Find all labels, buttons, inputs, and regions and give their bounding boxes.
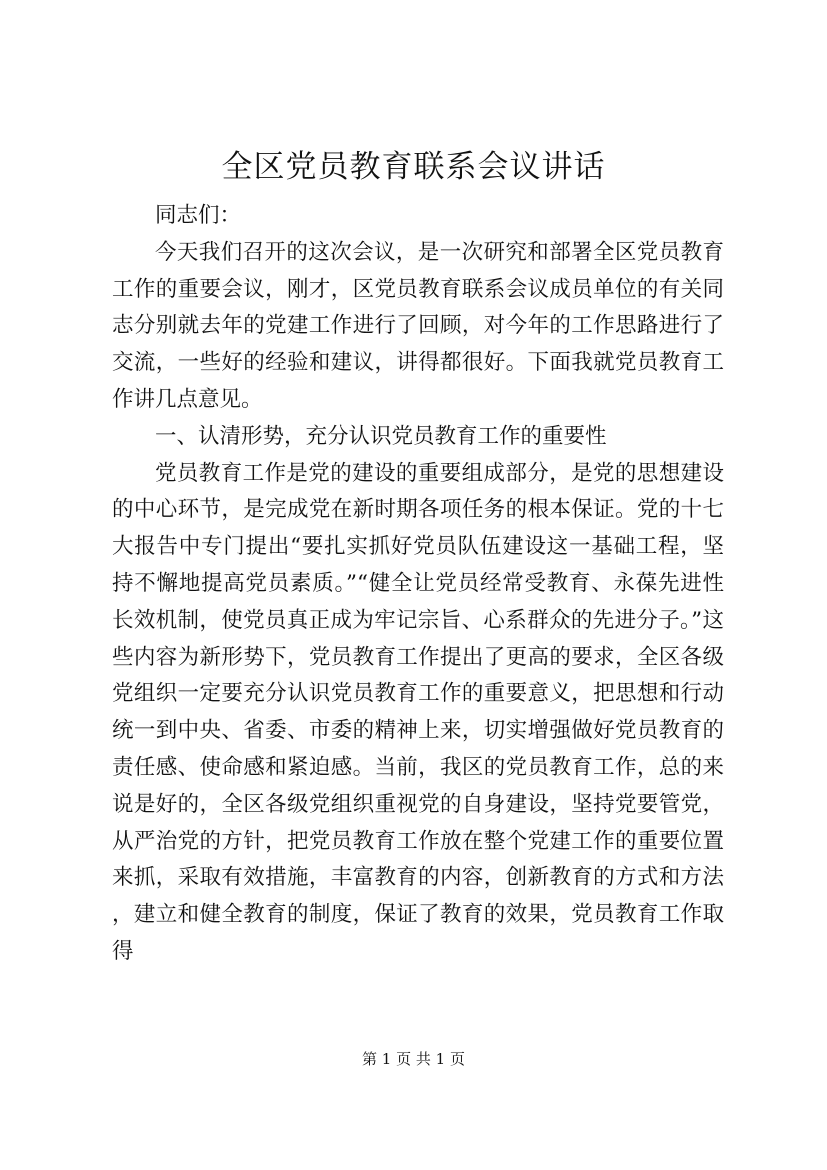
- salutation: 同志们：: [155, 203, 242, 228]
- section-heading: 一、认清形势，充分认识党员教育工作的重要性: [155, 423, 607, 449]
- page-title: 全区党员教育联系会议讲话: [221, 149, 606, 185]
- document-body: [112, 198, 724, 971]
- paragraph-body: 党员教育工作是党的建设的重要组成部分，是党的思想建设的中心环节，是完成党在新时期各项任务的根本保证。党的十七大报告中专门提出“要扎实抓好党员队伍建设这一基础工程，坚持不懈地提高党员素质。”“健全让党员经常受教育、永葆先进性长效机制，使党员真正成为牢记宗旨、心系群众的先进分子。”这些内容为新形势下，党员教育工作提出了更高的要求，全区各级党组织一定要充分认识党员教育工作的重要意义，把思想和行动统一到中央、省委、市委的精神上来，切实增强做好党员教育的责任感、使命感和紧迫感。当前，我区的党员教育工作，总的来说是好的，全区各级党组织重视党的自身建设，坚持党要管党，从严治党的方针，把党员教育工作放在整个党建工作的重要位置来抓，采取有效措施，丰富教育的内容，创新教育的方式和方法，建立和健全教育的制度，保证了教育的效果，党员教育工作取得: [112, 460, 724, 964]
- page-footer: 第 1 页 共 1 页: [362, 1050, 465, 1068]
- paragraph-intro: 今天我们召开的这次会议，是一次研究和部署全区党员教育工作的重要会议，刚才，区党员教育联系会议成员单位的有关同志分别就去年的党建工作进行了回顾，对今年的工作思路进行了交流，一些好的经验和建议，讲得都很好。下面我就党员教育工作讲几点意见。: [112, 239, 724, 412]
